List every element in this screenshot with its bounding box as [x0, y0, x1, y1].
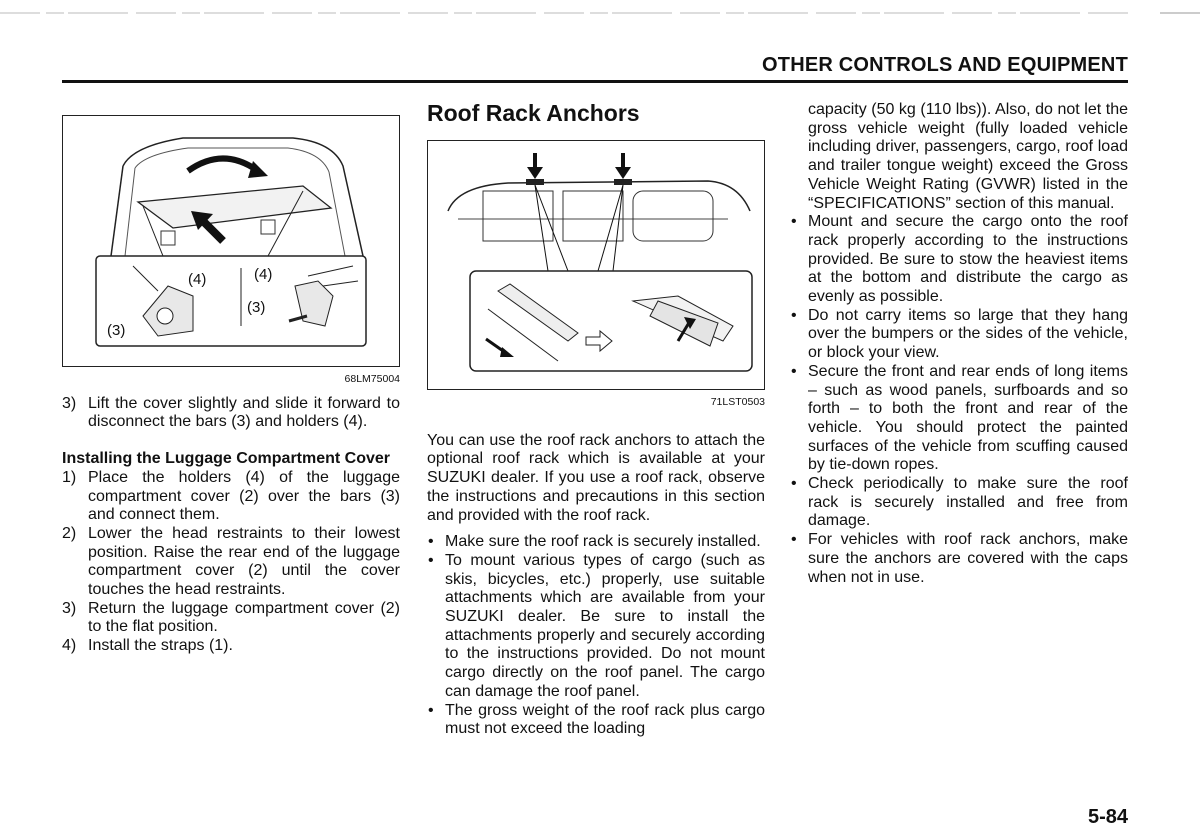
intro-paragraph: You can use the roof rack anchors to attach the optional roof rack which is available at your SUZUKI dealer. If you use a roof rack, observe the instructions and precautions in this section and provided with the roof rack.: [427, 431, 765, 524]
removal-steps: [62, 395, 400, 432]
list-item: [62, 637, 400, 656]
step-number: 1): [62, 468, 77, 486]
left-column: [62, 115, 400, 656]
bullet: •: [791, 362, 797, 380]
bullet-text: Mount and secure the cargo onto the roof rack properly according to the instructions provided. Be sure to stow the heaviest items at the bottom and distribute the cargo as evenly as possible.: [808, 213, 1128, 306]
subheading: Installing the Luggage Compartment Cover: [62, 450, 391, 468]
right-column: [790, 101, 1128, 587]
continuation-paragraph: capacity (50 kg (110 lbs)). Also, do not let the gross vehicle weight (fully loaded vehicle including driver, passengers, cargo, roof load and trailer tongue weight) exceed the Gross Vehicle Weight Rating (GVWR) listed in the “SPECIFICATIONS” section of this manual.: [808, 101, 1128, 212]
bullet: •: [791, 213, 797, 231]
step-text: Place the holders (4) of the luggage compartment cover (2) over the bars (3) and connect them.: [88, 468, 400, 524]
step-text: Lower the head restraints to their lowest position. Raise the rear end of the luggage compartment cover (2) until the cover touches the head restraints.: [88, 524, 400, 599]
bullet-text: Do not carry items so large that they hang over the bumpers or the sides of the vehicle, or block your view.: [808, 306, 1128, 362]
installation-steps: [62, 469, 400, 656]
list-item: [427, 552, 765, 702]
step-number: 3): [62, 599, 77, 617]
bullet-text: For vehicles with roof rack anchors, make sure the anchors are covered with the caps when not in use.: [808, 531, 1128, 586]
roof-rack-illustration: [428, 141, 764, 389]
list-item: [790, 531, 1128, 587]
header-rule: [62, 80, 1128, 83]
callout-3-right: (3): [247, 299, 266, 316]
list-item: [62, 395, 400, 432]
bullet-list: [427, 533, 765, 739]
bullet-text: To mount various types of cargo (such as skis, bicycles, etc.) properly, use suitable attachments which are available from your SUZUKI dealer. Be sure to install the attachments properly and securely according to the instructions provided. Do not mount cargo directly on the roof panel. The cargo can damage the roof panel.: [445, 551, 765, 700]
section-header-title: OTHER CONTROLS AND EQUIPMENT: [762, 54, 1128, 76]
bullet: •: [428, 701, 434, 719]
bullet-text: The gross weight of the roof rack plus cargo must not exceed the loading: [445, 701, 765, 738]
list-item: [790, 213, 1128, 307]
step-number: 4): [62, 637, 77, 655]
bullet: •: [791, 531, 797, 549]
callout-4-left: (4): [188, 271, 207, 288]
roof-rack-figure: [427, 140, 765, 390]
list-item: [62, 600, 400, 637]
list-item: [62, 525, 400, 600]
step-text: Return the luggage compartment cover (2) to the flat position.: [88, 599, 400, 636]
middle-column: [427, 98, 765, 739]
page-number: 5-84: [1087, 806, 1128, 828]
bullet: •: [791, 475, 797, 493]
step-text: Lift the cover slightly and slide it forward to disconnect the bars (3) and holders (4).: [88, 394, 400, 431]
luggage-cover-illustration: [63, 116, 399, 366]
section-title: Roof Rack Anchors: [427, 100, 640, 126]
bullet-text: Make sure the roof rack is securely installed.: [445, 533, 761, 551]
figure-code: 71LST0503: [710, 396, 765, 408]
bullet-text: Check periodically to make sure the roof rack is securely installed and free from damage.: [808, 475, 1128, 530]
list-item: [790, 307, 1128, 363]
scan-artifact-line: [0, 10, 1200, 16]
callout-3-left: (3): [107, 322, 126, 339]
bullet: •: [428, 533, 434, 551]
bullet: •: [791, 306, 797, 324]
list-item: [427, 533, 765, 552]
bullet: •: [428, 551, 434, 569]
list-item: [427, 702, 765, 739]
step-text: Install the straps (1).: [88, 637, 233, 655]
figure-code: 68LM75004: [344, 373, 400, 385]
bullet-text: Secure the front and rear ends of long items – such as wood panels, surfboards and so forth – to both the front and rear of the vehicle. You should protect the painted surfaces of the vehicle from scuffing caused by tie-down ropes.: [808, 362, 1128, 474]
list-item: [62, 469, 400, 525]
list-item: [790, 363, 1128, 475]
luggage-cover-figure: [62, 115, 400, 367]
bullet-list: [790, 213, 1128, 587]
step-number: 2): [62, 524, 77, 542]
callout-4-right: (4): [254, 266, 273, 283]
step-number: 3): [62, 394, 77, 412]
list-item: [790, 475, 1128, 531]
